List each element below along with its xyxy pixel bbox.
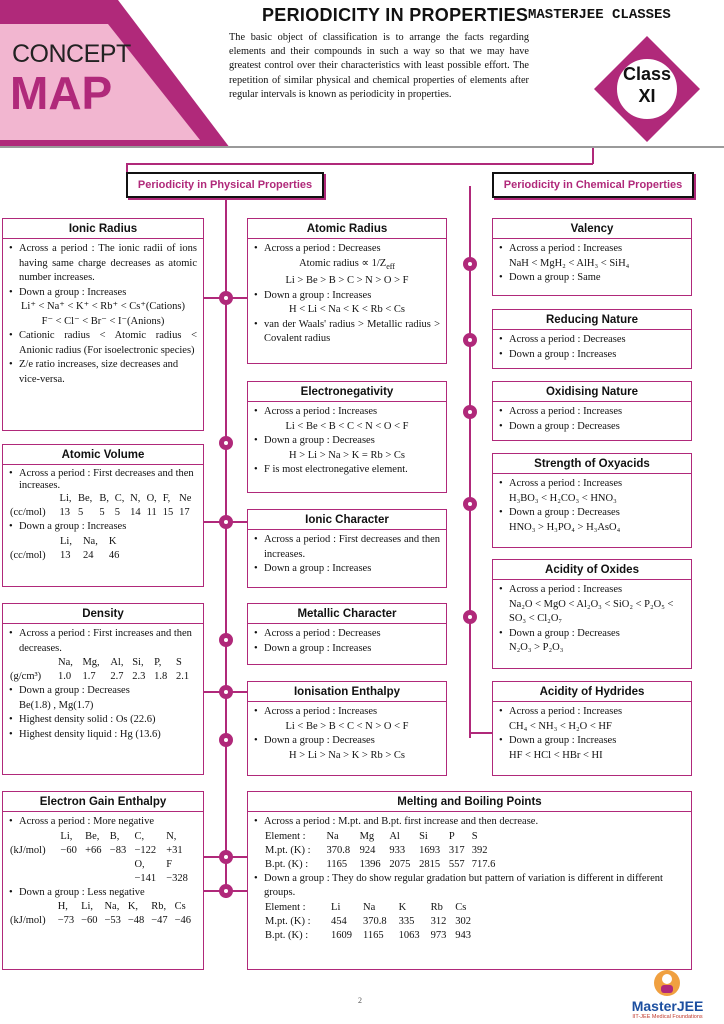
melting-period: • Across a period : M.pt. and B.pt. first increase and then decrease. — [254, 815, 685, 830]
electronegativity-order-period: Li < Be < B < C < N < O < F — [285, 420, 409, 432]
density-table: Na, Mg, Al, Si, P, S (g/cm³) 1.0 1.7 2.7 2.3 1.8 2.1 — [10, 657, 190, 682]
density-group: • Down a group : Decreases — [9, 684, 197, 699]
melting-boiling-card — [247, 791, 692, 970]
ionic-radius-cations: Li⁺ < Na⁺ < K⁺ < Rb⁺ < Cs⁺(Cations) — [21, 301, 185, 312]
valency-period: • Across a period : Increases — [499, 242, 685, 257]
electronegativity-order-group: H > Li > Na > K = Rb > Cs — [289, 449, 405, 461]
ionic-radius-anions: F⁻ < Cl⁻ < Br⁻ < I⁻(Anions) — [41, 315, 165, 327]
acidity-oxides-title: Acidity of Oxides — [493, 560, 691, 580]
acidity-oxides-card — [492, 559, 692, 669]
electronegativity-fluorine: • F is most electronegative element. — [254, 463, 440, 478]
ionic-character-title: Ionic Character — [248, 510, 446, 530]
oxyacids-period: • Across a period : Increases — [499, 477, 685, 492]
metallic-character-group: • Down a group : Increases — [254, 642, 440, 657]
atomic-radius-order-period: Li > Be > B > C > N > O > F — [285, 275, 409, 287]
page-title: PERIODICITY IN PROPERTIES — [262, 5, 529, 25]
intro-text: The basic object of classification is to arrange the facts regarding elements and their compounds in such a way so that we may have greatest control over their characteristics with least possible effort. The repetition of similar physical and chemical properties of elements after regular intervals is known as periodicity in properties. — [229, 32, 529, 100]
metallic-character-title: Metallic Character — [248, 604, 446, 624]
electronegativity-title: Electronegativity — [248, 382, 446, 402]
ionisation-order-period: Li < Be > B < C < N > O < F — [285, 720, 409, 732]
density-period: • Across a period : First increases and then decreases. — [9, 627, 197, 656]
class-label: Class — [622, 64, 672, 84]
ionisation-group: • Down a group : Decreases — [254, 734, 440, 749]
atomic-radius-title: Atomic Radius — [248, 219, 446, 239]
electronegativity-period: • Across a period : Increases — [254, 405, 440, 420]
melting-boiling-title: Melting and Boiling Points — [248, 792, 691, 812]
branch-connector — [126, 163, 593, 165]
density-liquid: • Highest density liquid : Hg (13.6) — [9, 728, 197, 743]
melting-group: • Down a group : They do show regular gradation but pattern of variation is different in different groups. — [254, 872, 685, 901]
node-melting — [219, 884, 233, 898]
atomic-radius-order-group: H < Li < Na < K < Rb < Cs — [289, 304, 405, 316]
oxides-order-period: Na₂O < MgO < Al₂O₃ < SiO₂ < P₂O₅ < SO₃ < Cl₂O₇ — [509, 598, 674, 624]
chemical-properties-branch: Periodicity in Chemical Properties — [492, 172, 694, 198]
electronegativity-group: • Down a group : Decreases — [254, 434, 440, 449]
node-metallic — [219, 633, 233, 647]
center-stem — [592, 148, 594, 164]
logo-text: MasterJEE — [631, 998, 704, 1014]
electron-gain-title: Electron Gain Enthalpy — [3, 792, 203, 812]
atomic-radius-types: • van der Waals' radius > Metallic radius > Covalent radius — [254, 318, 440, 347]
melting-table-group: Element : Li Na K Rb Cs M.pt. (K) : 454 370.8 335 312 302 B.pt. (K) : 1609 1165 1063 973 943 — [265, 901, 472, 941]
ionic-character-period: • Across a period : First decreases and then increases. — [254, 533, 440, 562]
atomic-volume-group: • Down a group : Increases — [9, 520, 197, 535]
reducing-period: • Across a period : Decreases — [499, 333, 685, 348]
electronegativity-card — [247, 381, 447, 493]
hydrides-period: • Across a period : Increases — [499, 705, 685, 720]
electron-gain-card — [2, 791, 204, 970]
class-number: XI — [638, 86, 656, 106]
oxides-period: • Across a period : Increases — [499, 583, 685, 598]
link-hydrides — [469, 732, 492, 734]
oxidising-nature-card — [492, 381, 692, 441]
page-number: 2 — [358, 996, 362, 1005]
class-badge — [592, 34, 702, 144]
physical-properties-branch: Periodicity in Physical Properties — [126, 172, 324, 198]
atomic-radius-relation: Atomic radius ∝ $1/Z_{eff}$ — [299, 257, 395, 271]
node-oxidising — [463, 405, 477, 419]
ionisation-enthalpy-title: Ionisation Enthalpy — [248, 682, 446, 702]
electron-gain-period: • Across a period : More negative — [9, 815, 197, 830]
reducing-group: • Down a group : Increases — [499, 348, 685, 363]
oxidising-group: • Down a group : Decreases — [499, 420, 685, 435]
oxyacids-group: • Down a group : Decreases — [499, 506, 685, 521]
acidity-hydrides-title: Acidity of Hydrides — [493, 682, 691, 702]
logo-subtitle: IIT-JEE Medical Foundations — [632, 1014, 703, 1020]
valency-title: Valency — [493, 219, 691, 239]
node-ionic-radius — [219, 291, 233, 305]
ionic-radius-card — [2, 218, 204, 431]
atomic-radius-period: • Across a period : Decreases — [254, 242, 440, 257]
node-atomic-volume — [219, 515, 233, 529]
ionic-character-group: • Down a group : Increases — [254, 562, 440, 577]
map-label: MAP — [10, 67, 113, 119]
ionisation-enthalpy-card — [247, 681, 447, 776]
electron-gain-table-2: H, Li, Na, K, Rb, Cs (kJ/mol) −73 −60 −53 −48 −47 −46 — [10, 901, 191, 926]
ionic-radius-period: • Across a period : The ionic radii of ions having same charge decreases as atomic number increases. — [9, 242, 197, 286]
density-card — [2, 603, 204, 775]
oxidising-nature-title: Oxidising Nature — [493, 382, 691, 402]
ionic-character-card — [247, 509, 447, 588]
top-divider — [0, 146, 724, 148]
electron-gain-table-1: Li, Be, B, C, N, (kJ/mol) −60 +66 −83 −122 +31 O, F −141 −328 — [10, 830, 188, 884]
atomic-radius-card — [247, 218, 447, 364]
node-density — [219, 685, 233, 699]
metallic-character-card — [247, 603, 447, 665]
ionic-radius-title: Ionic Radius — [3, 219, 203, 239]
masterjee-logo — [615, 968, 720, 1022]
atomic-radius-group: • Down a group : Increases — [254, 289, 440, 304]
valency-order: NaH < MgH₂ < AlH₃ < SiH₄ — [509, 257, 630, 269]
node-electronegativity — [219, 436, 233, 450]
valency-card — [492, 218, 692, 296]
density-title: Density — [3, 604, 203, 624]
atomic-volume-card — [2, 444, 204, 587]
oxyacids-card — [492, 453, 692, 548]
ionic-radius-group: • Down a group : Increases — [9, 286, 197, 301]
metallic-character-period: • Across a period : Decreases — [254, 627, 440, 642]
density-group-example: Be(1.8) , Mg(1.7) — [19, 699, 94, 711]
oxides-order-group: N₂O₃ > P₂O₃ — [509, 642, 564, 653]
concept-label: CONCEPT — [12, 40, 131, 68]
node-oxides — [463, 610, 477, 624]
ionic-radius-ze: • Z/e ratio increases, size decreases and vice-versa. — [9, 358, 197, 387]
brand-name: MASTERJEE CLASSES — [528, 7, 671, 23]
node-oxyacids — [463, 497, 477, 511]
melting-table-period: Element : Na Mg Al Si P S M.pt. (K) : 370.8 924 933 1693 317 392 B.pt. (K) : 1165 1396 2075 2815 557 717.6 — [265, 830, 496, 870]
oxidising-period: • Across a period : Increases — [499, 405, 685, 420]
hydrides-order-group: HF < HCl < HBr < HI — [509, 749, 603, 761]
acidity-hydrides-card — [492, 681, 692, 776]
atomic-volume-table-2: Li, Na, K (cc/mol) 13 24 46 — [10, 535, 120, 561]
reducing-nature-card — [492, 309, 692, 369]
node-reducing — [463, 333, 477, 347]
node-electron-gain — [219, 850, 233, 864]
oxyacids-order-period: H₃BO₃ < H₂CO₃ < HNO₃ — [509, 492, 617, 504]
oxides-group: • Down a group : Decreases — [499, 627, 685, 642]
ionic-radius-isoelectronic: • Cationic radius < Atomic radius < Anionic radius (For isoelectronic species) — [9, 329, 197, 358]
atomic-volume-title: Atomic Volume — [3, 445, 203, 465]
atomic-volume-period: • Across a period : First decreases and then increases. — [9, 468, 197, 492]
ionisation-period: • Across a period : Increases — [254, 705, 440, 720]
hydrides-group: • Down a group : Increases — [499, 734, 685, 749]
node-ionisation — [219, 733, 233, 747]
oxyacids-order-group: HNO₃ > H₃PO₄ > H₃AsO₄ — [509, 521, 621, 533]
atomic-volume-table-1: Li, Be, B, C, N, O, F, Ne (cc/mol) 13 5 5 5 14 11 15 17 — [10, 493, 192, 518]
concept-map-banner — [0, 0, 230, 148]
reducing-nature-title: Reducing Nature — [493, 310, 691, 330]
oxyacids-title: Strength of Oxyacids — [493, 454, 691, 474]
ionisation-order-group: H > Li > Na > K > Rb > Cs — [289, 749, 405, 761]
electron-gain-group: • Down a group : Less negative — [9, 886, 197, 901]
logo-emblem-icon — [652, 968, 682, 998]
hydrides-order-period: CH₄ < NH₃ < H₂O < HF — [509, 720, 612, 732]
density-solid: • Highest density solid : Os (22.6) — [9, 713, 197, 728]
valency-group: • Down a group : Same — [499, 271, 685, 286]
node-valency — [463, 257, 477, 271]
